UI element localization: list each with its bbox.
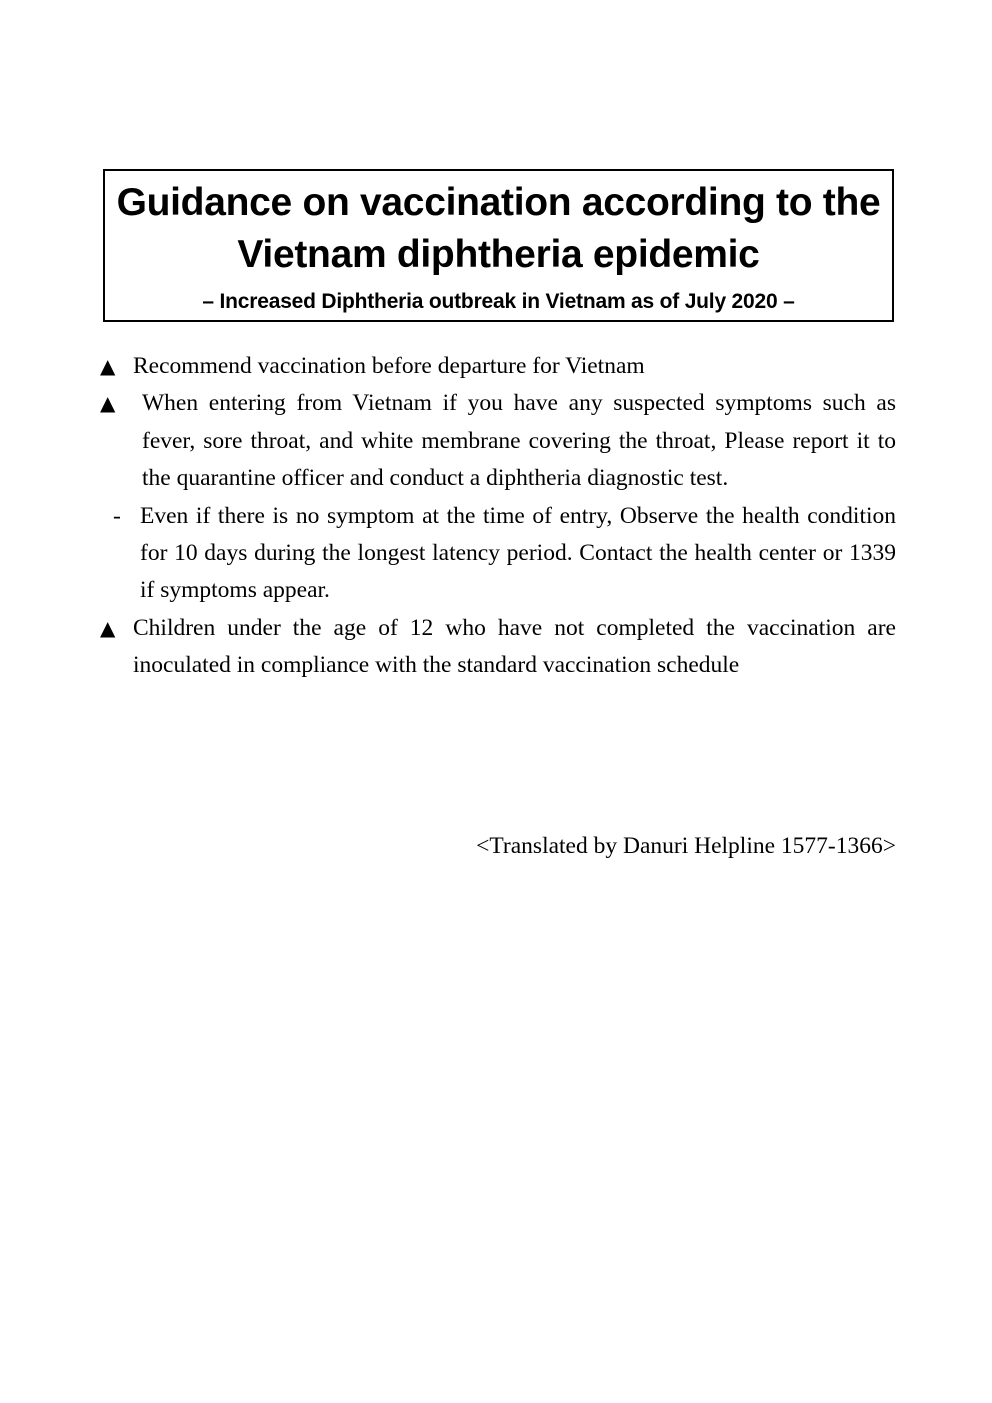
- document-title-line-1: Guidance on vaccination according to the: [116, 181, 881, 224]
- triangle-bullet-icon: ▲: [100, 354, 116, 378]
- translation-credit: <Translated by Danuri Helpline 1577-1366>: [476, 833, 896, 859]
- document-title-line-2: Vietnam diphtheria epidemic: [237, 233, 760, 276]
- list-item-text: Children under the age of 12 who have not completed the vaccination are inoculated in compliance with the standard vaccination schedule: [133, 614, 896, 679]
- list-item: [100, 385, 896, 497]
- list-item: [100, 498, 896, 610]
- guidance-list: [100, 348, 896, 685]
- title-box: [103, 169, 894, 322]
- dash-bullet-icon: -: [113, 502, 121, 529]
- triangle-bullet-icon: ▲: [100, 391, 116, 416]
- list-item-text: When entering from Vietnam if you have any suspected symptoms such as fever, sore throat, and white membrane covering the throat, Please report it to the quarantine officer and conduct a diphtheria diagnostic test.: [142, 390, 896, 492]
- document-subtitle: – Increased Diphtheria outbreak in Vietnam as of July 2020 –: [202, 290, 795, 313]
- list-item-text: Recommend vaccination before departure for Vietnam: [133, 353, 645, 379]
- list-item-text: Even if there is no symptom at the time of entry, Observe the health condition for 10 days during the longest latency period. Contact the health center or 1339 if symptoms appear.: [140, 502, 896, 604]
- list-item: [100, 610, 896, 685]
- list-item: [100, 348, 896, 385]
- triangle-bullet-icon: ▲: [100, 615, 116, 640]
